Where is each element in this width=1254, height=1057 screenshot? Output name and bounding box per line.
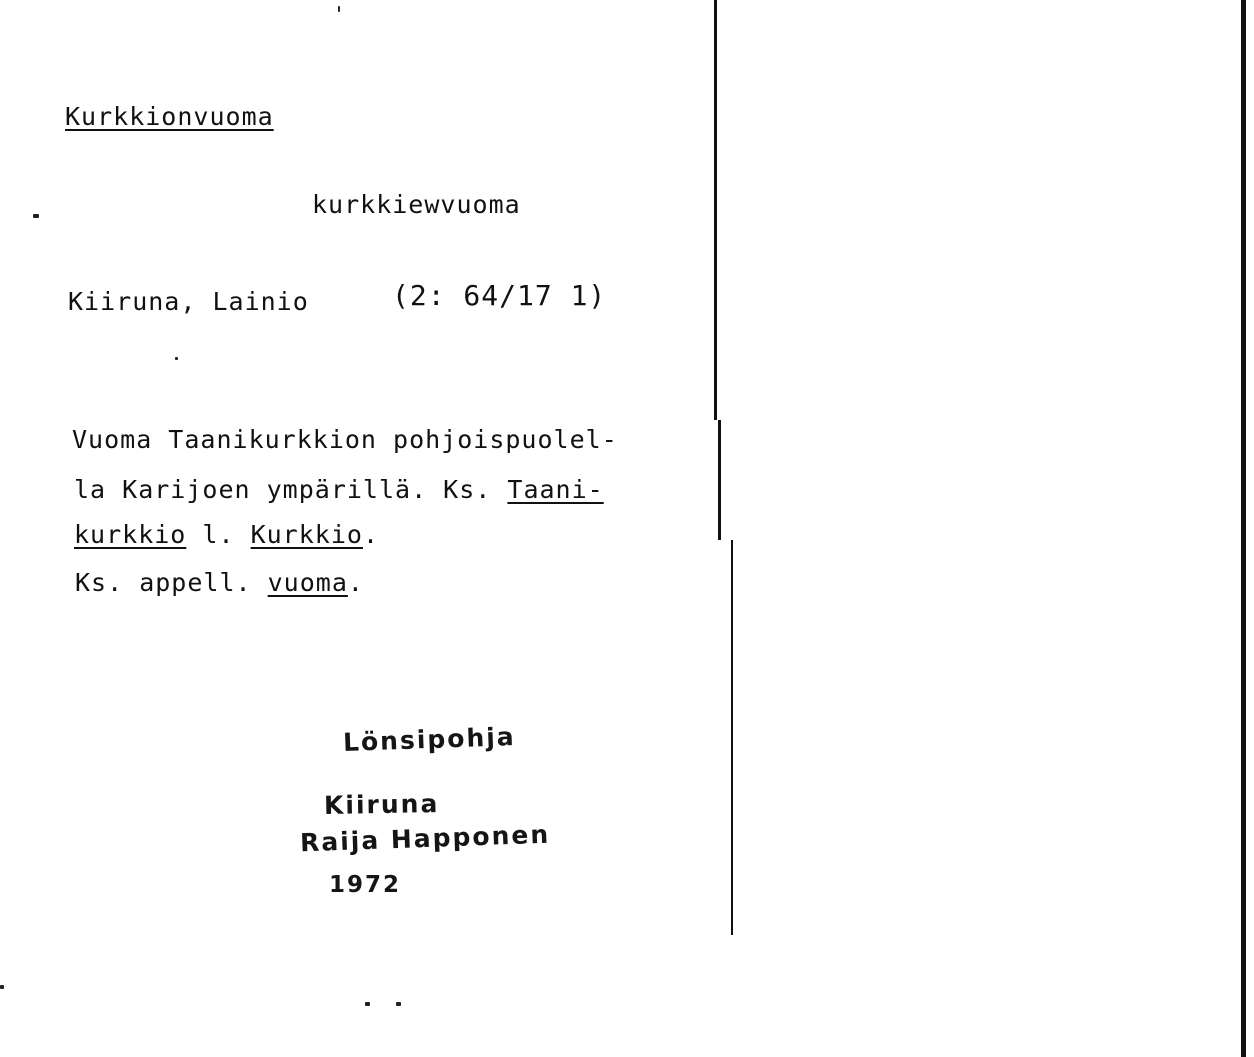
- description-line-3: [74, 522, 379, 547]
- speck: [175, 357, 178, 360]
- fold-line: [714, 0, 717, 420]
- description-line-4: [75, 570, 364, 595]
- stamp-year: 1972: [329, 872, 402, 898]
- cross-reference-link: Kurkkio: [250, 520, 363, 549]
- stamp-parish: Kiiruna: [323, 788, 440, 821]
- speck: [396, 1002, 401, 1006]
- appellative-link: vuoma: [267, 568, 348, 597]
- card-heading: Kurkkionvuoma: [65, 102, 274, 131]
- right-edge-line: [1241, 0, 1246, 1057]
- fold-line-bottom: [731, 540, 733, 935]
- stamp-collector: Raija Happonen: [299, 819, 551, 858]
- cross-reference-link: kurkkio: [74, 520, 187, 549]
- speck: [365, 1002, 370, 1006]
- description-text: Ks. appell.: [75, 568, 268, 597]
- description-text: l.: [186, 520, 251, 549]
- description-line-1: Vuoma Taanikurkkion pohjoispuolel-: [72, 425, 618, 454]
- stamp-region: Lönsipohja: [342, 721, 517, 758]
- variant-form: kurkkiewvuoma: [312, 190, 521, 219]
- speck: [33, 214, 39, 218]
- description-text: .: [362, 520, 379, 549]
- description-text: la Karijoen ympärillä. Ks.: [74, 475, 508, 504]
- cross-reference-link: Taani-: [507, 475, 604, 504]
- description-line-2: [74, 477, 604, 502]
- speck: [338, 6, 340, 12]
- fold-line-lower: [718, 420, 721, 540]
- location-reference: (2: 64/17 1): [392, 279, 607, 312]
- speck: [0, 985, 4, 989]
- description-text: .: [347, 568, 364, 597]
- location-name: Kiiruna, Lainio: [68, 287, 309, 316]
